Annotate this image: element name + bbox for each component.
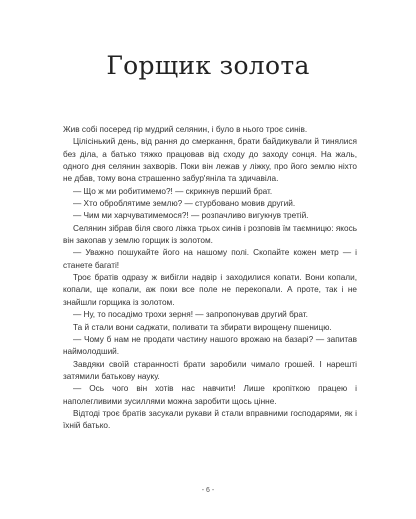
dialogue-line: — Ось чого він хотів нас навчити! Лише кропіткою працею і наполегливими зусиллями можна заробити щось цінне. bbox=[63, 384, 357, 406]
dialogue-line: — Що ж ми робитимемо?! — скрикнув перший брат. bbox=[73, 186, 273, 196]
dialogue-line: — Чим ми харчуватимемося?! — розпачливо вигукнув третій. bbox=[73, 211, 309, 221]
dialogue-line: — Хто оброблятиме землю? — стурбовано мовив другий. bbox=[73, 199, 296, 209]
dialogue-line: — Чому б нам не продати частину нашого врожаю на базарі? — запитав наймолодший. bbox=[63, 334, 357, 357]
paragraph: Троє братів одразу ж вибігли надвір і заходилися копати. Вони копали, копали, ще копали, аж поки все поле не перекопали. А проте, так і не знайшли горщика із золотом. bbox=[63, 273, 357, 307]
dialogue-line: — Ну, то посадімо трохи зерня! — запропонував другий брат. bbox=[73, 310, 308, 320]
paragraph: Жив собі посеред гір мудрий селянин, і було в нього троє синів. bbox=[63, 125, 308, 134]
dialogue-line: — Уважно пошукайте його на нашому полі. Скопайте кожен метр — і станете багаті! bbox=[63, 248, 357, 270]
paragraph: Відтоді троє братів засукали рукави й стали вправними господарями, як і їхній батько. bbox=[63, 408, 357, 431]
page-number: - 6 - bbox=[201, 487, 215, 494]
paragraph: Цілісінький день, від рання до смеркання, брати байдикували й тинялися без діла, а батько тяжко працював від сходу до заходу сонця. На жаль, одного дня селянин захворів. Поки він лежав у ліжку, про його землю ніхто не дбав, тому вона страшенно забур'яніла та здичавіла. bbox=[63, 137, 357, 184]
paragraph: Та й стали вони саджати, поливати та збирати вирощену пшеницю. bbox=[73, 322, 332, 332]
story-title: Горщик золота bbox=[106, 51, 310, 80]
paragraph: Завдяки своїй старанності брати заробили чимало грошей. І нарешті затямили батькову науку. bbox=[63, 359, 357, 381]
story-text bbox=[63, 124, 357, 433]
paragraph: Селянин зібрав біля свого ліжка трьох синів і розповів їм таємницю: якось він закопав у землю горщик із золотом. bbox=[63, 223, 358, 246]
